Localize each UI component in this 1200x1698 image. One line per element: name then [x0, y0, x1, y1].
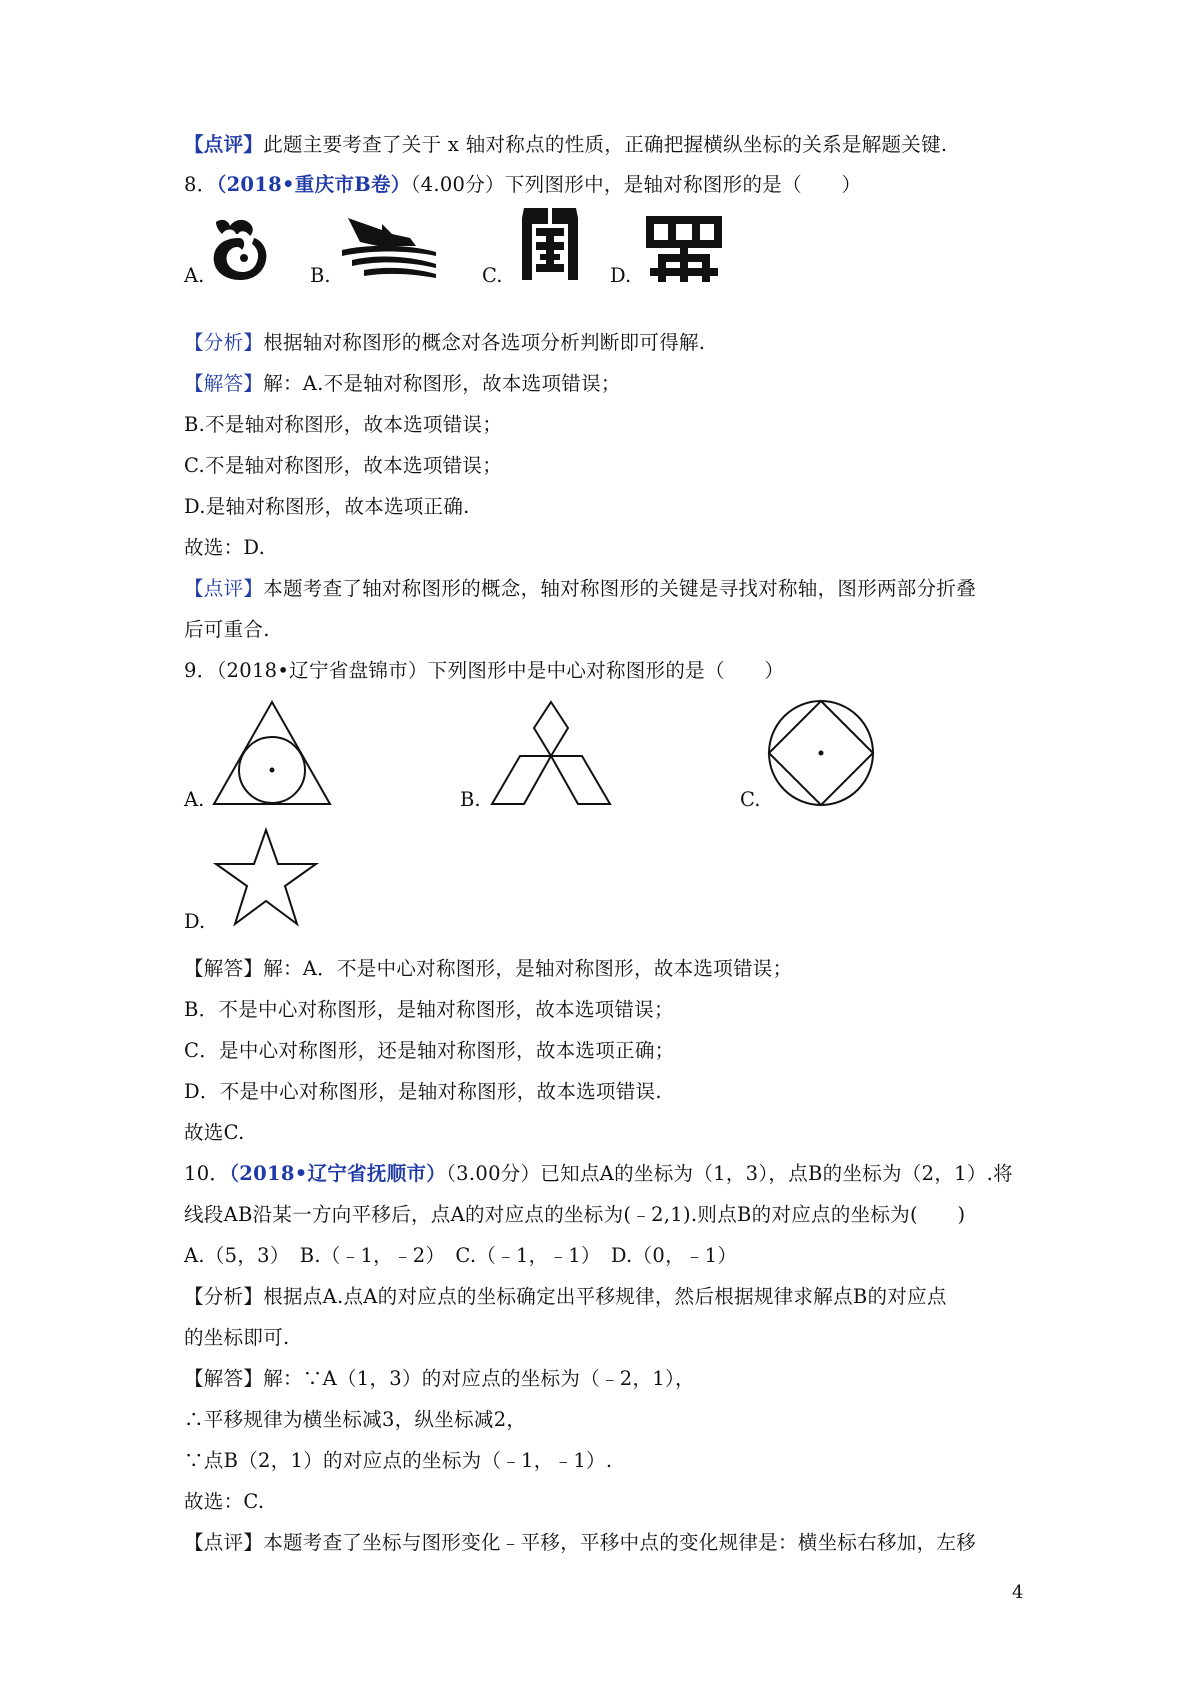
q8-option-c-label: C. [482, 264, 503, 287]
q10-choices: A.（5，3） B.（﹣1，﹣2） C.（﹣1，﹣1） D.（0，﹣1） [184, 1244, 738, 1267]
q8-answer-line-4: D.是轴对称图形，故本选项正确. [184, 495, 470, 518]
question-number: 10． [184, 1162, 230, 1185]
q8-option-b-label: B. [310, 264, 331, 287]
comment-tag: 【点评】 [184, 577, 264, 600]
q8-answer-line-2: B.不是轴对称图形，故本选项错误； [184, 413, 503, 436]
q8-analysis [184, 328, 705, 358]
q8-option-d-label: D. [610, 264, 632, 287]
q10-analysis-line-1: 【分析】根据点A.点A的对应点的坐标确定出平移规律，然后根据规律求解点B的对应点 [184, 1285, 947, 1308]
q8-option-a-label: A. [184, 264, 205, 287]
answer-text: 解：A.不是轴对称图形，故本选项错误； [263, 372, 621, 395]
q10-stem-line-2: 线段AB沿某一方向平移后，点A的对应点的坐标为(﹣2,1).则点B的对应点的坐标为( ) [184, 1203, 966, 1226]
q9-option-a-label: A. [184, 788, 205, 811]
comment-text: 此题主要考查了关于 x 轴对称点的性质，正确把握横纵坐标的关系是解题关键. [263, 133, 948, 156]
q8-option-d-figure [644, 214, 724, 282]
analysis-tag: 【分析】 [184, 331, 264, 354]
q9-option-d-label: D. [184, 910, 206, 933]
question-number: 8． [184, 173, 217, 196]
q8-comment-line-1 [184, 574, 976, 604]
q8-option-c-figure [518, 204, 582, 280]
q8-option-b-figure [338, 212, 442, 280]
question-text: （3.00分）已知点A的坐标为（1，3），点B的坐标为（2，1）.将 [446, 1162, 1013, 1185]
q9-stem: 9．（2018•辽宁省盘锦市）下列图形中是中心对称图形的是（ ） [184, 659, 785, 682]
q8-answer-line-3: C.不是轴对称图形，故本选项错误； [184, 454, 503, 477]
page-number: 4 [1012, 1582, 1024, 1603]
comment-text: 本题考查了轴对称图形的概念，轴对称图形的关键是寻找对称轴，图形两部分折叠 [263, 577, 977, 600]
q7-comment [184, 130, 947, 160]
q9-answer-line-1: 【解答】解：A．不是中心对称图形，是轴对称图形，故本选项错误； [184, 957, 793, 980]
answer-tag: 【解答】 [184, 372, 264, 395]
q9-option-b-figure [490, 700, 612, 808]
analysis-text: 根据轴对称图形的概念对各选项分析判断即可得解. [263, 331, 706, 354]
q8-stem [184, 170, 861, 200]
q9-option-c-label: C. [740, 788, 761, 811]
q9-option-c-figure [766, 698, 876, 808]
question-source: （2018•辽宁省抚顺市） [229, 1162, 447, 1185]
q8-comment-line-2: 后可重合. [184, 618, 270, 641]
q10-answer-line-1: 【解答】解：∵A（1，3）的对应点的坐标为（﹣2，1）， [184, 1367, 695, 1390]
question-score: （4.00分） [410, 173, 505, 196]
q8-answer-line-5: 故选：D. [184, 536, 266, 559]
q9-answer-line-5: 故选C. [184, 1121, 245, 1144]
q9-option-a-figure [210, 700, 334, 808]
q8-option-a-figure [208, 216, 270, 282]
q9-answer-line-3: C．是中心对称图形，还是轴对称图形，故本选项正确； [184, 1039, 675, 1062]
q10-answer-line-4: 故选：C. [184, 1490, 265, 1513]
q10-answer-line-3: ∵点B（2，1）的对应点的坐标为（﹣1，﹣1）. [184, 1449, 613, 1472]
q10-analysis-line-2: 的坐标即可. [184, 1326, 290, 1349]
question-text: 下列图形中，是轴对称图形的是（ ） [504, 173, 862, 196]
q8-answer-line-1 [184, 369, 621, 399]
q9-answer-line-2: B．不是中心对称图形，是轴对称图形，故本选项错误； [184, 998, 674, 1021]
q9-answer-line-4: D．不是中心对称图形，是轴对称图形，故本选项错误. [184, 1080, 662, 1103]
q10-comment-line-1: 【点评】本题考查了坐标与图形变化﹣平移，平移中点的变化规律是：横坐标右移加，左移 [184, 1531, 977, 1554]
question-source: （2018•重庆市B卷） [216, 173, 411, 196]
q10-answer-line-2: ∴平移规律为横坐标减3，纵坐标减2， [184, 1408, 527, 1431]
q9-option-b-label: B. [460, 788, 481, 811]
q10-stem-line-1 [184, 1159, 1013, 1189]
q9-option-d-figure [214, 828, 318, 928]
comment-tag: 【点评】 [184, 133, 264, 156]
